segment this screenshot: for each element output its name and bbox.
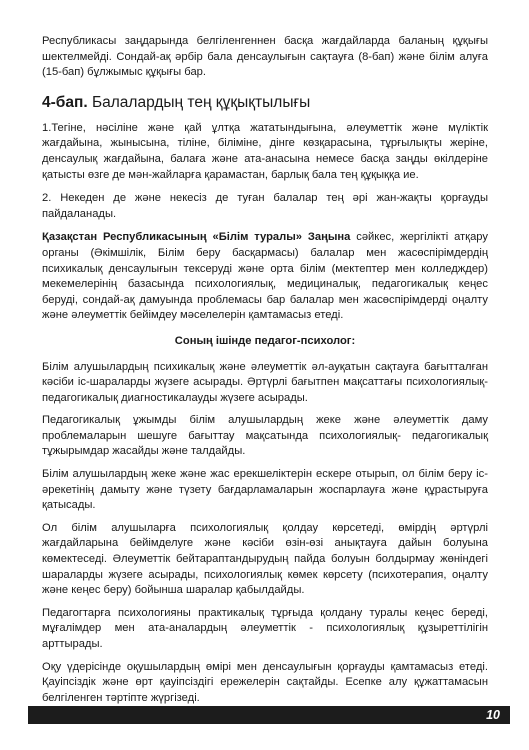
duty-paragraph-6: Оқу үдерісінде оқушылардың өмірі мен денсаулығын қорғауды қамтамасыз етеді. Қауіпсіздік және өрт қауіпсіздігі ережелерін сақтайды. Есепке алу құжаттамасын белгіленген тәртіпте жүргізеді. (42, 660, 488, 704)
law-reference: Қазақстан Республикасының «Білім туралы» Заңына (42, 231, 351, 244)
law-paragraph (42, 230, 488, 324)
footer-bar (28, 706, 510, 724)
duty-paragraph-3: Білім алушылардың жеке және жас ерекшеліктерін ескере отырып, ол білім беру іс-әрекетінің дамыту және түзету бағдарламаларын жоспарлауға және құрастыруға қатысады. (42, 468, 488, 512)
law-paragraph-text: сәйкес, жергілікті атқару органы (Әкімшілік, Білім беру басқармасы) балалар мен жасөспірімдердің психикалық денсаулығын тексеруді және орта білім (мектептер мен колледждер) мекемелерінің базасында психологиялық, медициналық, педагогикалық кеңес беруді, сондай-ақ дамуында проблемасы бар балалар мен жасөспірімдерді оңалту және әлеуметтік бейімдеу мәселелерін қамтамасыз етеді. (42, 231, 488, 322)
duty-paragraph-2: Педагогикалық ұжымды білім алушылардың жеке және әлеуметтік даму проблемаларын шешуге бағыттау мақсатында психологиялық- педагогикалық тұжырымдар жасайды және талдайды. (42, 414, 488, 458)
chapter-paragraph-2: 2. Некеден де және некесіз де туған балалар тең әрі жан-жақты қорғауды пайдаланады. (42, 192, 488, 220)
intro-paragraph: Республикасы заңдарында белгіленгеннен басқа жағдайларда баланың құқығы шектелмейді. Сондай-ақ әрбір бала денсаулығын сақтауға (8-бап) және білім алуға (15-бап) бұлжымыс құқығы бар. (42, 35, 488, 79)
chapter-paragraph-1: 1.Тегіне, нәсіліне және қай ұлтқа жататындығына, әлеуметтік және мүліктік жағдайына, жынысына, тіліне, біліміне, дінге көзқарасына, тұрғылықты жеріне, денсаулық жағдайына, балаға және ата-анасына немесе басқа заңды өкілдеріне қатысты өзге де мән-жайларға қарамастан, барлық бала тең құқыққа ие. (42, 121, 488, 181)
page-number: 10 (486, 708, 500, 722)
chapter-heading (42, 93, 488, 113)
duty-paragraph-4: Ол білім алушыларға психологиялық қолдау көрсетеді, өмірдің әртүрлі жағдайларына бейімделуге және кәсіби өзін-өзі анықтауға дайын болуына көмектеседі. Әлеуметтік бейтараптандырудың пайда болуын болдырмау жөніндегі шараларды жүзеге асырады, психологиялық көмек көрсету (психотерапия, оңалту және кеңес беру) бойынша шаралар қабылдайды. (42, 521, 488, 597)
duty-paragraph-1: Білім алушылардың психикалық және әлеуметтік әл-ауқатын сақтауға бағытталған кәсіби іс-шараларды жүзеге асырады. Әртүрлі бағытпен мақсаттағы психологиялық-педагогикалық диагностикалауды жүзеге асырады. (42, 360, 488, 404)
chapter-number: 4-бап. (42, 93, 88, 111)
chapter-title: Балалардың тең құқықтылығы (87, 93, 311, 111)
section-subheading: Соның ішінде педагог-психолог: (174, 334, 356, 347)
duty-paragraph-5: Педагогтарға психологияны практикалық тұрғыда қолдану туралы кеңес береді, мұғалімдер мен ата-аналардың әлеуметтік - психологиялық құзыреттілігін арттырады. (42, 606, 488, 650)
page-content (42, 34, 488, 713)
